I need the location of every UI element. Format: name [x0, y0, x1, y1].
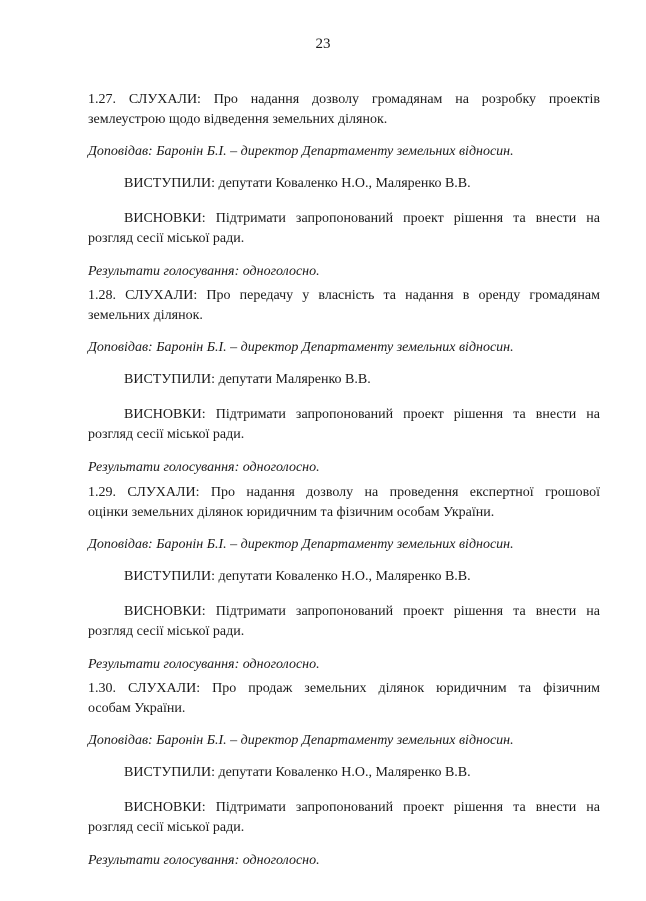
heard-line-2: земельних ділянок.: [88, 308, 203, 323]
reporter-line: Доповідав: Баронін Б.І. – директор Департаменту земельних відносин.: [88, 144, 514, 159]
heard-line-1: 1.29. СЛУХАЛИ: Про надання дозволу на проведення експертної грошової: [88, 485, 600, 500]
heard-line-1: 1.30. СЛУХАЛИ: Про продаж земельних ділянок юридичним та фізичним: [88, 681, 600, 696]
conclusion-line-2: розгляд сесії міської ради.: [88, 820, 245, 835]
heard-paragraph: [88, 286, 600, 326]
page-number: 23: [315, 36, 331, 52]
agenda-item-1-27: [88, 90, 600, 281]
heard-line-2: особам України.: [88, 701, 186, 716]
heard-paragraph: [88, 90, 600, 130]
conclusion-line-1: ВИСНОВКИ: Підтримати запропонований проект рішення та внести на: [124, 407, 600, 422]
conclusion-paragraph: [88, 209, 600, 249]
heard-line-2: оцінки земельних ділянок юридичним та фізичним особам України.: [88, 505, 495, 520]
conclusion-line-2: розгляд сесії міської ради.: [88, 624, 245, 639]
voting-result: Результати голосування: одноголосно.: [88, 657, 320, 672]
conclusion-paragraph: [88, 602, 600, 642]
voting-result: Результати голосування: одноголосно.: [88, 853, 320, 868]
conclusion-line-1: ВИСНОВКИ: Підтримати запропонований проект рішення та внести на: [124, 211, 600, 226]
heard-paragraph: [88, 483, 600, 523]
heard-line-2: землеустрою щодо відведення земельних ділянок.: [88, 112, 388, 127]
heard-paragraph: [88, 679, 600, 719]
reporter-line: Доповідав: Баронін Б.І. – директор Департаменту земельних відносин.: [88, 537, 514, 552]
reporter-line: Доповідав: Баронін Б.І. – директор Департаменту земельних відносин.: [88, 733, 514, 748]
speakers-line: ВИСТУПИЛИ: депутати Маляренко В.В.: [124, 372, 371, 387]
reporter-line: Доповідав: Баронін Б.І. – директор Департаменту земельних відносин.: [88, 340, 514, 355]
heard-line-1: 1.28. СЛУХАЛИ: Про передачу у власність та надання в оренду громадянам: [88, 288, 600, 303]
speakers-line: ВИСТУПИЛИ: депутати Коваленко Н.О., Маляренко В.В.: [124, 176, 471, 191]
conclusion-line-1: ВИСНОВКИ: Підтримати запропонований проект рішення та внести на: [124, 800, 600, 815]
conclusion-paragraph: [88, 405, 600, 445]
speakers-line: ВИСТУПИЛИ: депутати Коваленко Н.О., Маляренко В.В.: [124, 569, 471, 584]
agenda-item-1-28: [88, 286, 600, 477]
agenda-item-1-29: [88, 483, 600, 674]
speakers-line: ВИСТУПИЛИ: депутати Коваленко Н.О., Маляренко В.В.: [124, 765, 471, 780]
conclusion-paragraph: [88, 798, 600, 838]
heard-line-1: 1.27. СЛУХАЛИ: Про надання дозволу громадянам на розробку проектів: [88, 92, 600, 107]
agenda-item-1-30: [88, 679, 600, 870]
voting-result: Результати голосування: одноголосно.: [88, 460, 320, 475]
voting-result: Результати голосування: одноголосно.: [88, 264, 320, 279]
conclusion-line-2: розгляд сесії міської ради.: [88, 427, 245, 442]
conclusion-line-1: ВИСНОВКИ: Підтримати запропонований проект рішення та внести на: [124, 604, 600, 619]
conclusion-line-2: розгляд сесії міської ради.: [88, 231, 245, 246]
